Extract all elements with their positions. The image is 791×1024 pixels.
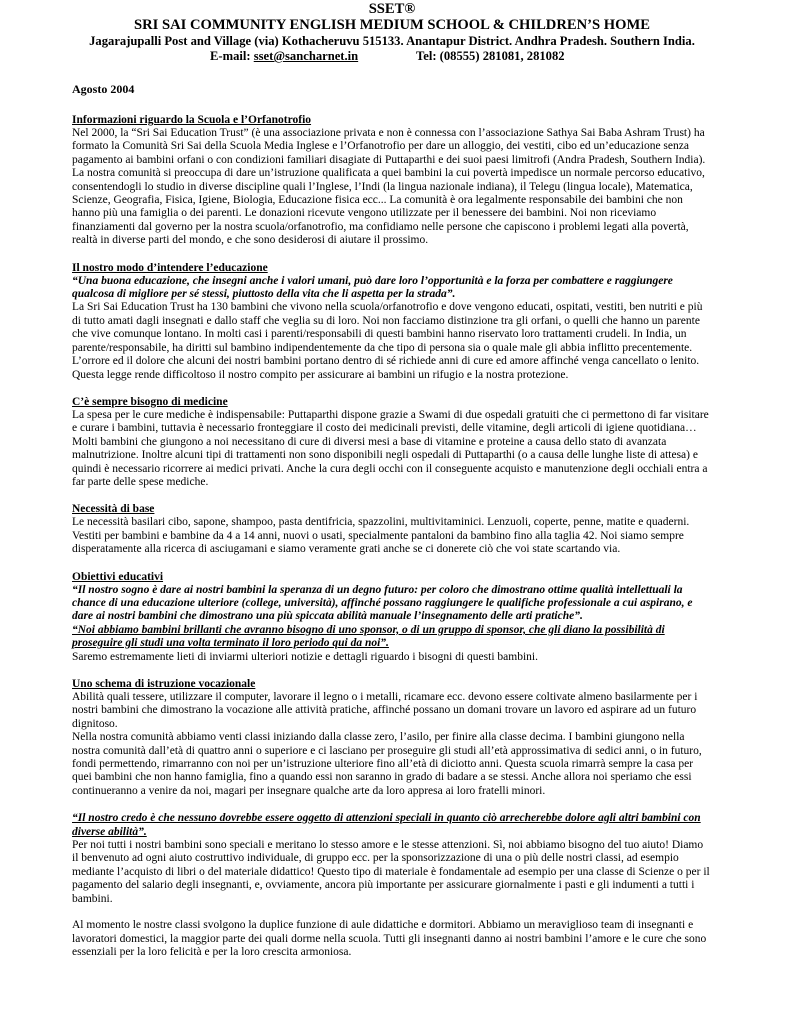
- section-title: Uno schema di istruzione vocazionale: [72, 678, 256, 690]
- section-body: Le necessità basilari cibo, sapone, shampoo, pasta dentifricia, spazzolini, multivitaminici. Lenzuoli, coperte, penne, matite e quaderni. Vestiti per bambini e bambine da 4 a 14 anni, nuovi o usati, specialmente pantaloni da bambino fino alla taglia 42. Noi siamo sempre disperatamente alla ricerca di asciugamani e siamo veramente grati anche se ci donerete ciò che voi state scartando via.: [72, 516, 690, 556]
- section-body: Nella nostra comunità abbiamo venti classi iniziando dalla classe zero, l’asilo, per finire alla classe decima. I bambini giungono nella nostra comunità dall’età di quattro anni o superiore e ci lasciano per proseguire gli studi all’età approssimativa di sedici anni, o in futuro, fondi permettendo, rimarranno con noi per un’istruzione ulteriore fino all’età di diciotto anni. Questa scuola rimarrà sempre la casa per quei bambini che non hanno famiglia, fino a quando essi non saranno in grado di badare a se stessi. Anche allora noi speriamo che essi continueranno a venire da noi, magari per insegnare qualche arte da loro appresa ai loro fratelli minori.: [72, 731, 702, 797]
- section-body: La spesa per le cure mediche è indispensabile: Puttaparthi dispone grazie a Swami di due ospedali gratuiti che ci permettono di far visitare e curare i bambini, tuttavia è necessario fronteggiare il costo dei medicinali previsti, delle vitamine, degli articoli di igiene quotidiana… Molti bambini che giungono a noi necessitano di cure di diversi mesi a base di vitamine e proteine a causa dello stato di avanzata malnutrizione. Inoltre alcuni tipi di trattamenti non sono disponibili negli ospedali di Puttaparthi (o a causa delle lunghe liste di attesa) e quindi è necessario ricorrere ai medici privati. Anche la cura degli occhi con il conseguente acquisto e manutenzione degli occhiali entra a far parte delle spese mediche.: [72, 408, 709, 488]
- section-orphanage-info: [72, 114, 712, 248]
- section-vocational-scheme: [72, 678, 712, 798]
- section-our-creed: [72, 812, 712, 906]
- contact-line: [72, 49, 712, 64]
- org-address: Jagarajupalli Post and Village (via) Kothacheruvu 515133. Anantapur District. Andhra Pradesh. Southern India.: [89, 34, 695, 48]
- section-title: Obiettivi educativi: [72, 570, 164, 583]
- phone-number: Tel: (08555) 281081, 281082: [416, 49, 565, 63]
- section-quote: “Una buona educazione, che insegni anche i valori umani, può dare loro l’opportunità e la forza per combattere e raggiungere qualcosa di migliore per sé stessi, piuttosto della vita che li aspetta per la strada”.: [72, 274, 673, 301]
- email-link[interactable]: sset@sancharnet.in: [253, 49, 359, 63]
- section-body: Abilità quali tessere, utilizzare il computer, lavorare il legno o i metalli, ricamare ecc. devono essere coltivate almeno basilarmente per i nostri bambini che dimostrano la vocazione alle attività pratiche, affinché possano un domani trovare un lavoro ed aspirare ad un futuro dignitoso.: [72, 691, 698, 730]
- section-educational-goals: [72, 571, 712, 664]
- section-title: Il nostro modo d’intendere l’educazione: [72, 261, 268, 274]
- section-education-approach: [72, 262, 712, 382]
- section-body: Nel 2000, la “Sri Sai Education Trust” (è una associazione privata e non è connessa con l’associazione Sathya Sai Baba Ashram Trust) ha formato la Comunità Sri Sai della Scuola Media Inglese e l’Orfanotrofio per dare un alloggio, dei vestiti, cibo ed un’educazione senza pagamento ai bambini orfani o con condizioni familiari disagiate di Puttaparthi e dei suoi paesi limitrofi (Andra Pradesh, Southern India). La nostra comunità si preoccupa di dare un’istruzione qualificata a quei bambini la cui povertà impedisce un normale percorso educativo, consentendogli lo studio in diverse discipline quali l’Inglese, l’Indi (la lingua nazionale indiana), il Telegu (lingua locale), Matematica, Scienze, Geografia, Fisica, Igiene, Biologia, Educazione fisica ecc... La comunità è ora legalmente responsabile dei bambini che non hanno più una famiglia o dei parenti. Le donazioni ricevute vengono utilizzate per il benessere dei bambini. Noi non riceviamo finanziamenti dal governo per la nostra scuola/orfanotrofio, ma confidiamo nelle persone che capiscono i problemi legati alla povertà, realtà in diverse parti del mondo, e che sono desiderosi di aiutare il prossimo.: [72, 127, 706, 247]
- section-medicines: [72, 396, 712, 489]
- section-body: Al momento le nostre classi svolgono la duplice funzione di aule didattiche e dormitori. Abbiamo un meraviglioso team di insegnanti e lavoratori domestici, la maggior parte dei quali dorme nella scuola. Tutti gli insegnanti danno ai nostri bambini l’amore e le cure che sono essenziali per la loro felicità e per la loro crescita armoniosa.: [72, 919, 707, 958]
- section-quote-sponsor: “Noi abbiamo bambini brillanti che avranno bisogno di uno sponsor, o di un gruppo di sponsor, che gli diano la possibilità di proseguire gli studi una volta terminato il loro periodo qui da noi”.: [72, 623, 665, 650]
- email-label: E-mail:: [210, 49, 254, 63]
- section-body: Per noi tutti i nostri bambini sono speciali e meritano lo stesso amore e le stesse attenzioni. Sì, noi abbiamo bisogno del tuo aiuto! Diamo il benvenuto ad ogni aiuto costruttivo individuale, di gruppo ecc. per la sponsorizzazione di una o più delle nostri classi, ad esempio mediante l’acquisto di libri o del materiale didattico! Questo tipo di materiale è fondamentale ad esempio per una classe di Scienze o per il pagamento del salario degli insegnanti, e, ovviamente, ancora più importante per assicurare giornalmente i pasti e gli indumenti a tutti i bambini.: [72, 839, 710, 905]
- paragraph-gap: [72, 906, 712, 919]
- section-title: C’è sempre bisogno di medicine: [72, 395, 228, 408]
- section-body: La Sri Sai Education Trust ha 130 bambini che vivono nella scuola/orfanotrofio e dove vengono educati, ospitati, vestiti, ben nutriti e più di tutto amati dagli insegnati e dallo staff che veglia su di loro. Noi non facciamo distinzione tra gli orfani, o quelli che hanno un parente che vive comunque lontano. In molti casi i parenti/responsabili di questi bambini hanno riservato loro trattamenti crudeli. In India, un parente/responsabile, ha diritti sul bambino indipendentemente da che tipo di persona sia o quale male gli abbia inflitto precentemente. L’orrore ed il dolore che alcuni dei nostri bambini portano dentro di sé richiede anni di cure ed amore affinché venga cancellato o lenito. Questa legge rende difficoltoso il nostro compito per assicurare ai bambini un rifugio e la nostra protezione.: [72, 301, 703, 381]
- section-basic-needs: [72, 503, 712, 556]
- section-quote: “Il nostro sogno è dare ai nostri bambini la speranza di un degno futuro: per coloro che dimostrano ottime qualità intellettuali la chance di una educazione ulteriore (college, università), affinché possano raggiungere le qualifiche professionale a cui aspirano, e dare ai nostri bambini che dimostrano una più spiccata abilità manuale l’insegnamento delle arti pratiche”.: [72, 583, 693, 623]
- org-short-name: SSET®: [368, 1, 416, 17]
- org-full-name: SRI SAI COMMUNITY ENGLISH MEDIUM SCHOOL & CHILDREN’S HOME: [134, 17, 650, 33]
- section-classrooms: [72, 919, 712, 959]
- document-date: Agosto 2004: [72, 82, 135, 96]
- section-quote: “Il nostro credo è che nessuno dovrebbe essere oggetto di attenzioni speciali in quanto ciò arrecherebbe dolore agli altri bambini con diverse abilità”.: [72, 812, 701, 838]
- section-body: Saremo estremamente lieti di inviarmi ulteriori notizie e dettagli riguardo i bisogni di questi bambini.: [72, 650, 538, 663]
- section-title: Necessità di base: [72, 503, 155, 516]
- section-title: Informazioni riguardo la Scuola e l’Orfanotrofio: [72, 114, 312, 126]
- document-page: [72, 2, 712, 959]
- email-block: [210, 49, 358, 64]
